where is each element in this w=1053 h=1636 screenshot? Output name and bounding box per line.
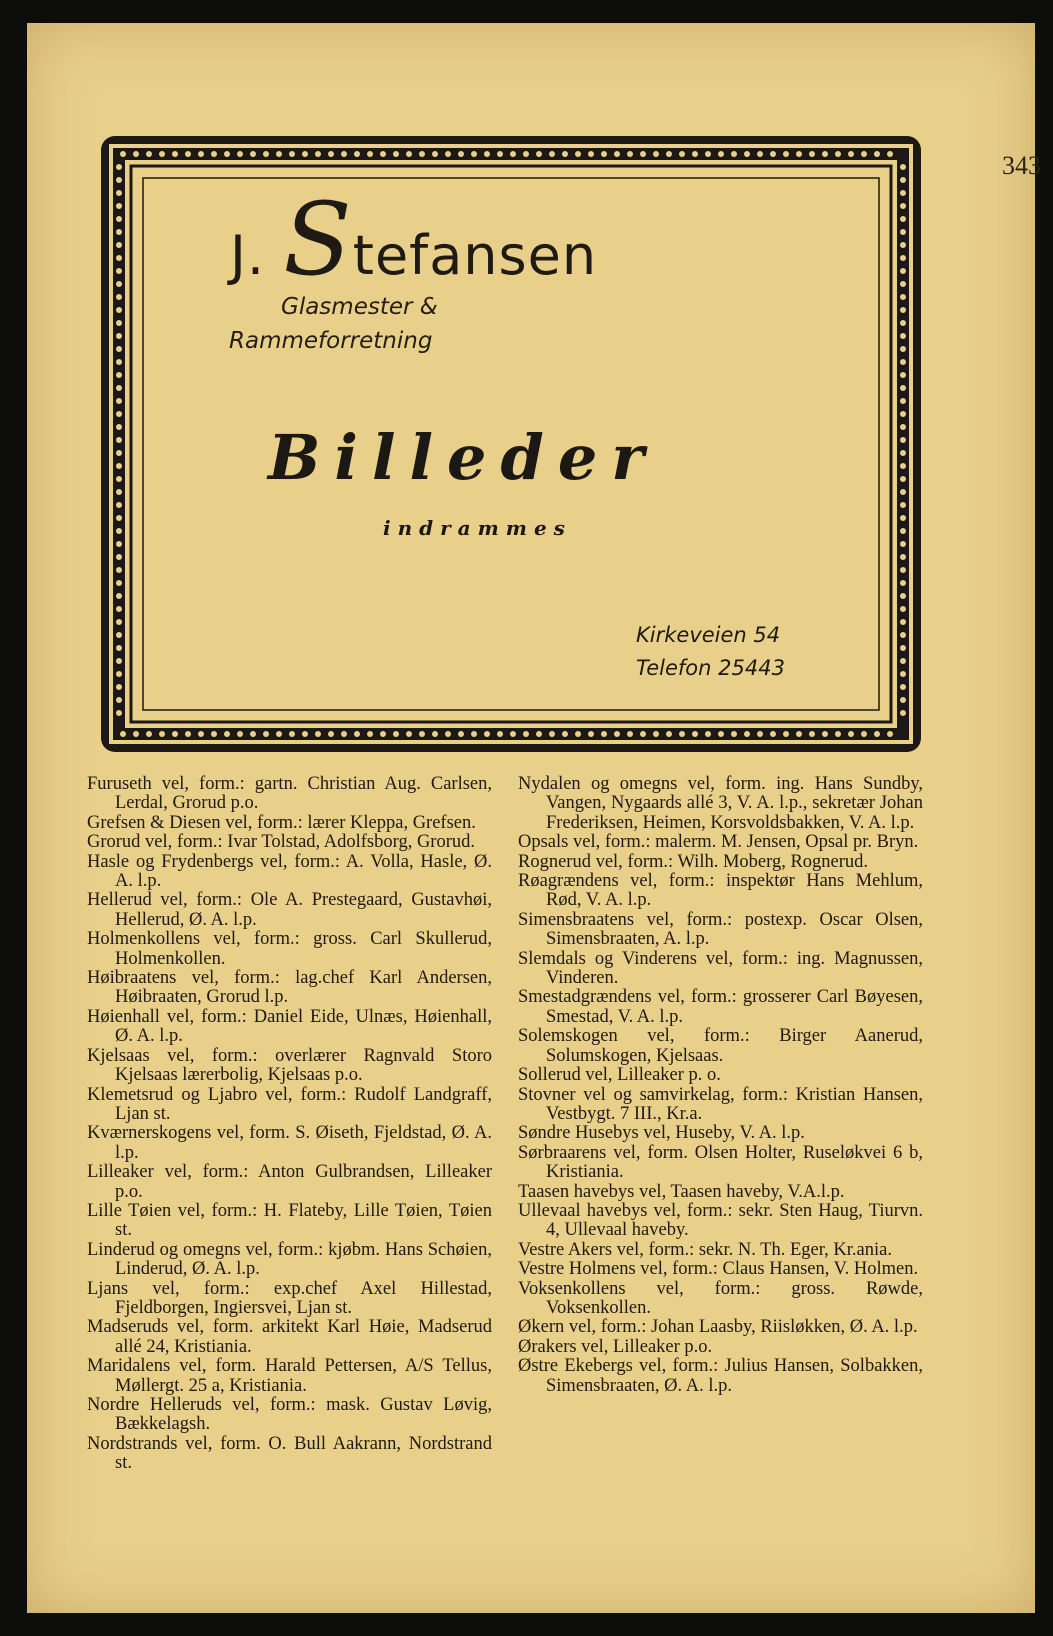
list-entry: Sørbraarens vel, form. Olsen Holter, Ruseløkvei 6 b, Kristiania. <box>518 1142 923 1183</box>
list-entry: Søndre Husebys vel, Huseby, V. A. l.p. <box>518 1123 805 1144</box>
list-entry: Ørakers vel, Lilleaker p.o. <box>518 1336 713 1357</box>
headline: Billeder <box>268 421 658 494</box>
advertiser-trade <box>229 290 438 358</box>
list-entry: Nordstrands vel, form. O. Bull Aakrann, Nordstrand st. <box>87 1433 492 1474</box>
phone: Telefon 25443 <box>636 656 785 680</box>
list-entry: Smestadgrændens vel, form.: grosserer Carl Bøyesen, Smestad, V. A. l.p. <box>518 987 923 1027</box>
page-number: 343 <box>1002 151 1041 180</box>
list-entry: Grefsen & Diesen vel, form.: lærer Kleppa, Grefsen. <box>87 812 476 833</box>
list-entry: Vestre Holmens vel, form.: Claus Hansen, V. Holmen. <box>518 1259 919 1280</box>
list-entry: Kværnerskogens vel, form. S. Øiseth, Fjeldstad, Ø. A. l.p. <box>87 1123 492 1163</box>
left-column <box>87 775 492 1474</box>
right-column <box>518 775 923 1396</box>
list-entry: Rognerud vel, form.: Wilh. Moberg, Rognerud. <box>518 851 869 872</box>
advertisement <box>93 128 929 760</box>
name-initial: J. <box>230 224 266 287</box>
list-entry: Slemdals og Vinderens vel, form.: ing. Magnussen, Vinderen. <box>518 948 923 989</box>
list-entry: Grorud vel, form.: Ivar Tolstad, Adolfsborg, Grorud. <box>87 832 476 853</box>
advertisement-content <box>138 166 882 722</box>
list-entry: Ljans vel, form.: exp.chef Axel Hillestad, Fjeldborgen, Ingiersvei, Ljan st. <box>87 1278 492 1318</box>
list-entry: Østre Ekebergs vel, form.: Julius Hansen, Solbakken, Simensbraaten, Ø. A. l.p. <box>518 1356 923 1396</box>
list-entry: Maridalens vel, form. Harald Pettersen, A/S Tellus, Møllergt. 25 a, Kristiania. <box>87 1356 492 1396</box>
list-entry: Sollerud vel, Lilleaker p. o. <box>518 1065 721 1086</box>
list-entry: Solemskogen vel, form.: Birger Aanerud, Solumskogen, Kjelsaas. <box>518 1026 923 1066</box>
list-entry: Nydalen og omegns vel, form. ing. Hans Sundby, Vangen, Nygaards allé 3, V. A. l.p., sekretær Johan Frederiksen, Heimen, Korsvoldsbakken, V. A. l.p. <box>518 774 923 833</box>
list-entry: Høibraatens vel, form.: lag.chef Karl Andersen, Høibraaten, Grorud l.p. <box>87 968 492 1008</box>
list-entry: Røagrændens vel, form.: inspektør Hans Mehlum, Rød, V. A. l.p. <box>518 871 923 911</box>
list-entry: Opsals vel, form.: malerm. M. Jensen, Opsal pr. Bryn. <box>518 832 919 853</box>
list-entry: Hellerud vel, form.: Ole A. Prestegaard, Gustavhøi, Hellerud, Ø. A. l.p. <box>87 890 492 930</box>
list-entry: Kjelsaas vel, form.: overlærer Ragnvald Storo Kjelsaas lærerbolig, Kjelsaas p.o. <box>87 1045 492 1086</box>
subheadline: indrammes <box>383 516 572 540</box>
list-entry: Furuseth vel, form.: gartn. Christian Aug. Carlsen, Lerdal, Grorud p.o. <box>87 774 492 814</box>
list-entry: Vestre Akers vel, form.: sekr. N. Th. Eger, Kr.ania. <box>518 1239 892 1260</box>
list-entry: Simensbraatens vel, form.: postexp. Oscar Olsen, Simensbraaten, A. l.p. <box>518 909 923 950</box>
list-entry: Økern vel, form.: Johan Laasby, Riisløkken, Ø. A. l.p. <box>518 1317 918 1338</box>
list-entry: Stovner vel og samvirkelag, form.: Kristian Hansen, Vestbygt. 7 III., Kr.a. <box>518 1084 923 1124</box>
trade-line-2: Rammeforretning <box>229 328 433 354</box>
list-entry: Hasle og Frydenbergs vel, form.: A. Volla, Hasle, Ø. A. l.p. <box>87 851 492 892</box>
list-entry: Madseruds vel, form. arkitekt Karl Høie, Madserud allé 24, Kristiania. <box>87 1317 492 1357</box>
list-entry: Lilleaker vel, form.: Anton Gulbrandsen, Lilleaker p.o. <box>87 1162 492 1202</box>
trade-line-1: Glasmester & <box>281 294 438 320</box>
contact-info <box>636 619 785 685</box>
list-entry: Høienhall vel, form.: Daniel Eide, Ulnæs, Høienhall, Ø. A. l.p. <box>87 1006 492 1047</box>
address: Kirkeveien 54 <box>636 623 781 647</box>
list-entry: Linderud og omegns vel, form.: kjøbm. Hans Schøien, Linderud, Ø. A. l.p. <box>87 1239 492 1280</box>
name-rest: tefansen <box>352 224 598 287</box>
name-first-letter: S <box>283 181 353 298</box>
advertiser-name <box>230 181 598 298</box>
list-entry: Holmenkollens vel, form.: gross. Carl Skullerud, Holmenkollen. <box>87 929 492 969</box>
list-entry: Lille Tøien vel, form.: H. Flateby, Lille Tøien, Tøien st. <box>87 1200 492 1241</box>
list-entry: Nordre Helleruds vel, form.: mask. Gustav Løvig, Bækkelagsh. <box>87 1395 492 1435</box>
list-entry: Taasen havebys vel, Taasen haveby, V.A.l.p. <box>518 1181 845 1202</box>
list-entry: Klemetsrud og Ljabro vel, form.: Rudolf Landgraff, Ljan st. <box>87 1084 492 1124</box>
list-entry: Voksenkollens vel, form.: gross. Røwde, Voksenkollen. <box>518 1278 923 1318</box>
list-entry: Ullevaal havebys vel, form.: sekr. Sten Haug, Tiurvn. 4, Ullevaal haveby. <box>518 1200 923 1241</box>
